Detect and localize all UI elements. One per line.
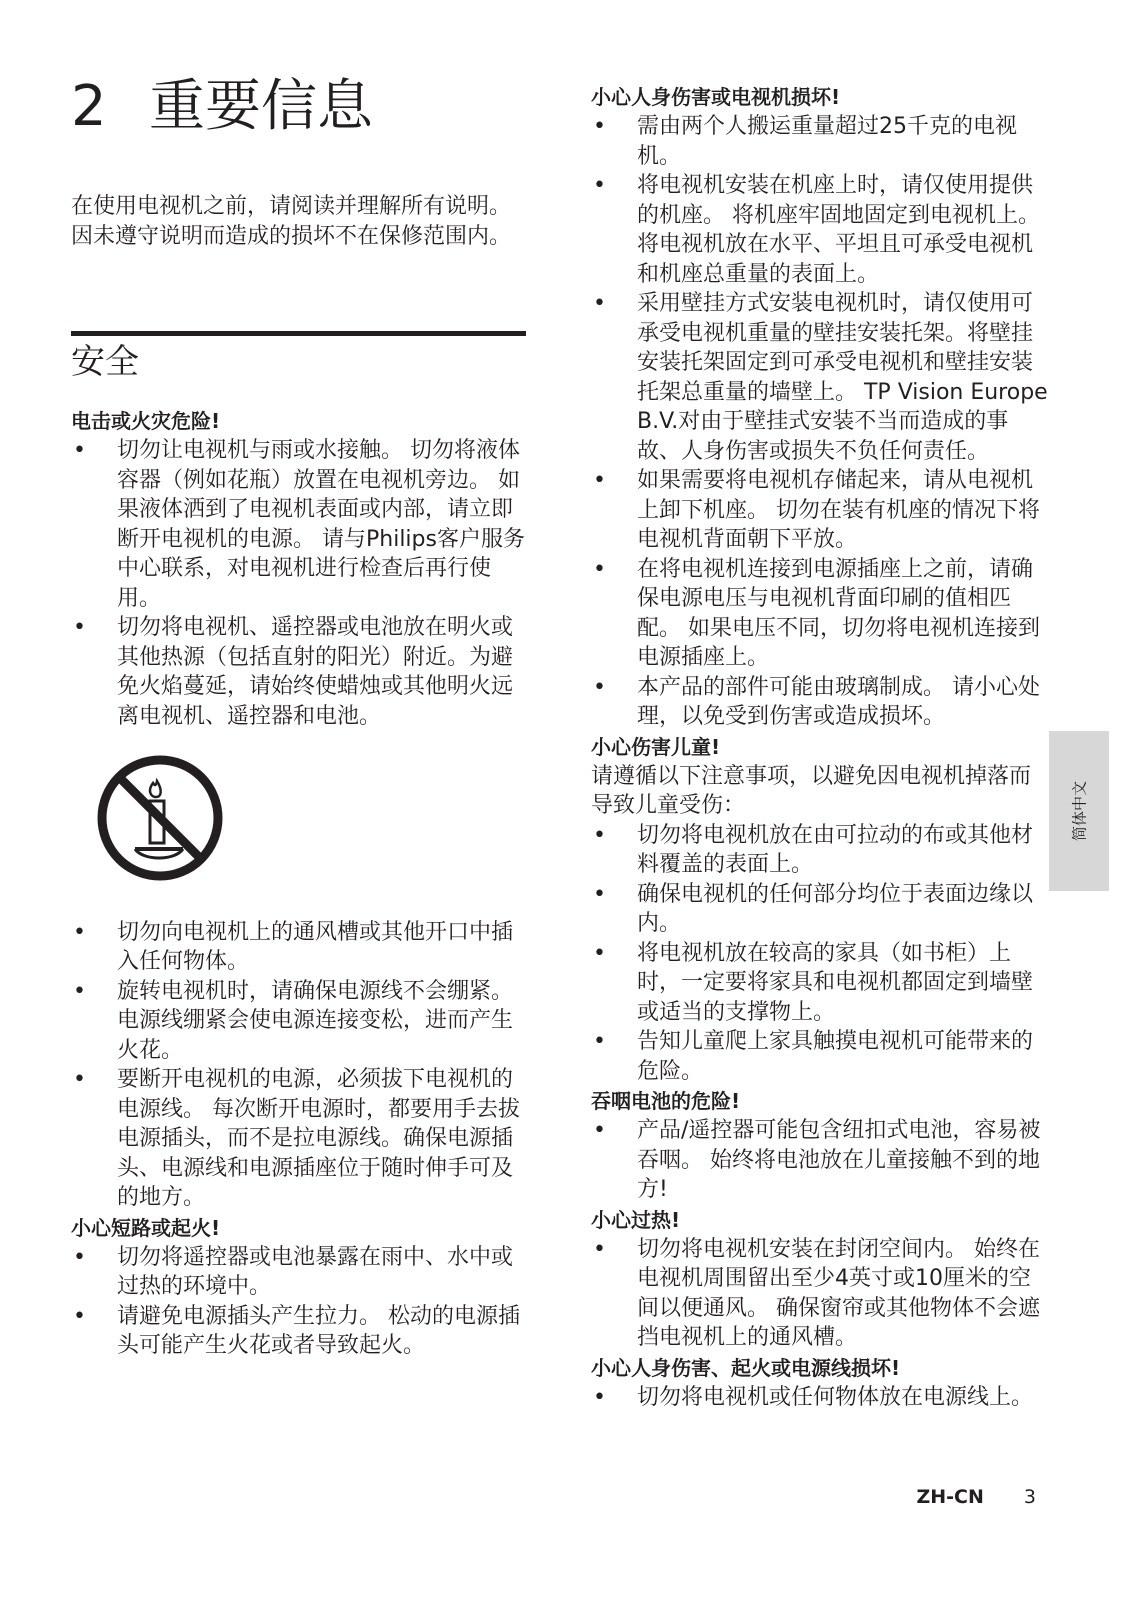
section-title: 安全 xyxy=(71,342,139,382)
list-item: • 请避免电源插头产生拉力。 松动的电源插头可能产生火花或者导致起火。 xyxy=(71,1302,531,1361)
chapter-number: 2 xyxy=(71,74,107,139)
list-item: • 将电视机安装在机座上时，请仅使用提供的机座。 将机座牢固地固定到电视机上。 将电视机放在水平、平坦且可承受电视机和机座总重量的表面上。 xyxy=(591,171,1051,289)
page-footer xyxy=(916,1486,1036,1508)
list-item: • 确保电视机的任何部分均位于表面边缘以内。 xyxy=(591,880,1051,939)
list-item: • 将电视机放在较高的家具（如书柜）上时，一定要将家具和电视机都固定到墙壁或适当的支撑物上。 xyxy=(591,939,1051,1028)
chapter-title: 重要信息 xyxy=(149,74,373,139)
language-tab-label: 简体中文 xyxy=(1070,780,1089,842)
battery-heading: 吞咽电池的危险! xyxy=(591,1089,741,1113)
right-column xyxy=(591,82,1051,1412)
cord-heading: 小心人身伤害、起火或电源线损坏! xyxy=(591,1355,901,1380)
no-candle-icon xyxy=(95,753,225,883)
battery-list xyxy=(591,1116,1051,1205)
list-item: • 切勿将电视机安装在封闭空间内。 始终在电视机周围留出至少4英寸或10厘米的空间以便通风。 确保窗帘或其他物体不会遮挡电视机上的通风槽。 xyxy=(591,1235,1051,1353)
list-item: • 本产品的部件可能由玻璃制成。 请小心处理，以免受到伤害或造成损坏。 xyxy=(591,673,1051,732)
overheat-heading: 小心过热! xyxy=(591,1207,681,1232)
section-divider xyxy=(71,331,526,336)
list-item: • 切勿将电视机、遥控器或电池放在明火或其他热源（包括直射的阳光）附近。为避免火焰蔓延，请始终使蜡烛或其他明火远离电视机、遥控器和电池。 xyxy=(71,613,531,731)
language-side-tab xyxy=(1049,731,1109,891)
list-item: • 切勿将电视机放在由可拉动的布或其他材料覆盖的表面上。 xyxy=(591,821,1051,880)
left-column xyxy=(71,406,531,1361)
shock-heading: 电击或火灾危险! xyxy=(71,409,221,433)
short-circuit-heading: 小心短路或起火! xyxy=(71,1215,221,1240)
list-item: • 切勿将电视机或任何物体放在电源线上。 xyxy=(591,1383,1051,1413)
list-item: • 切勿让电视机与雨或水接触。 切勿将液体容器（例如花瓶）放置在电视机旁边。 如果液体洒到了电视机表面或内部，请立即断开电视机的电源。 请与Philips客户服务中心联系，对电视机进行检查后再行使用。 xyxy=(71,436,531,613)
injury-list xyxy=(591,112,1051,732)
footer-language-code: ZH-CN xyxy=(916,1486,984,1508)
list-item: • 如果需要将电视机存储起来，请从电视机上卸下机座。 切勿在装有机座的情况下将电视机背面朝下平放。 xyxy=(591,466,1051,555)
children-list xyxy=(591,821,1051,1087)
list-item: • 切勿向电视机上的通风槽或其他开口中插入任何物体。 xyxy=(71,918,531,977)
list-item: • 在将电视机连接到电源插座上之前，请确保电源电压与电视机背面印刷的值相匹配。 如果电压不同，切勿将电视机连接到电源插座上。 xyxy=(591,555,1051,673)
chapter-heading xyxy=(71,72,373,142)
list-item: • 采用壁挂方式安装电视机时，请仅使用可承受电视机重量的壁挂安装托架。将壁挂安装托架固定到可承受电视机和壁挂安装托架总重量的墙壁上。 TP Vision Europe B.V.对由于壁挂式安装不当而造成的事故、人身伤害或损失不负任何责任。 xyxy=(591,289,1051,466)
list-item: • 产品/遥控器可能包含纽扣式电池，容易被吞咽。 始终将电池放在儿童接触不到的地方! xyxy=(591,1116,1051,1205)
more-list xyxy=(71,918,531,1213)
shock-list xyxy=(71,436,531,731)
list-item: • 需由两个人搬运重量超过25千克的电视机。 xyxy=(591,112,1051,171)
injury-heading: 小心人身伤害或电视机损坏! xyxy=(591,85,841,109)
overheat-list xyxy=(591,1235,1051,1353)
cord-list xyxy=(591,1383,1051,1413)
short-circuit-list xyxy=(71,1243,531,1361)
children-heading: 小心伤害儿童! xyxy=(591,734,721,759)
list-item: • 要断开电视机的电源，必须拔下电视机的电源线。 每次断开电源时，都要用手去拔电源插头，而不是拉电源线。确保电源插头、电源线和电源插座位于随时伸手可及的地方。 xyxy=(71,1065,531,1213)
intro-paragraph: 在使用电视机之前，请阅读并理解所有说明。 因未遵守说明而造成的损坏不在保修范围内。 xyxy=(71,194,512,249)
list-item: • 告知儿童爬上家具触摸电视机可能带来的危险。 xyxy=(591,1027,1051,1086)
page-number: 3 xyxy=(1023,1486,1036,1508)
list-item: • 切勿将遥控器或电池暴露在雨中、水中或过热的环境中。 xyxy=(71,1243,531,1302)
list-item: • 旋转电视机时，请确保电源线不会绷紧。 电源线绷紧会使电源连接变松，进而产生火花。 xyxy=(71,977,531,1066)
children-intro: 请遵循以下注意事项，以避免因电视机掉落而导致儿童受伤： xyxy=(591,763,1032,818)
